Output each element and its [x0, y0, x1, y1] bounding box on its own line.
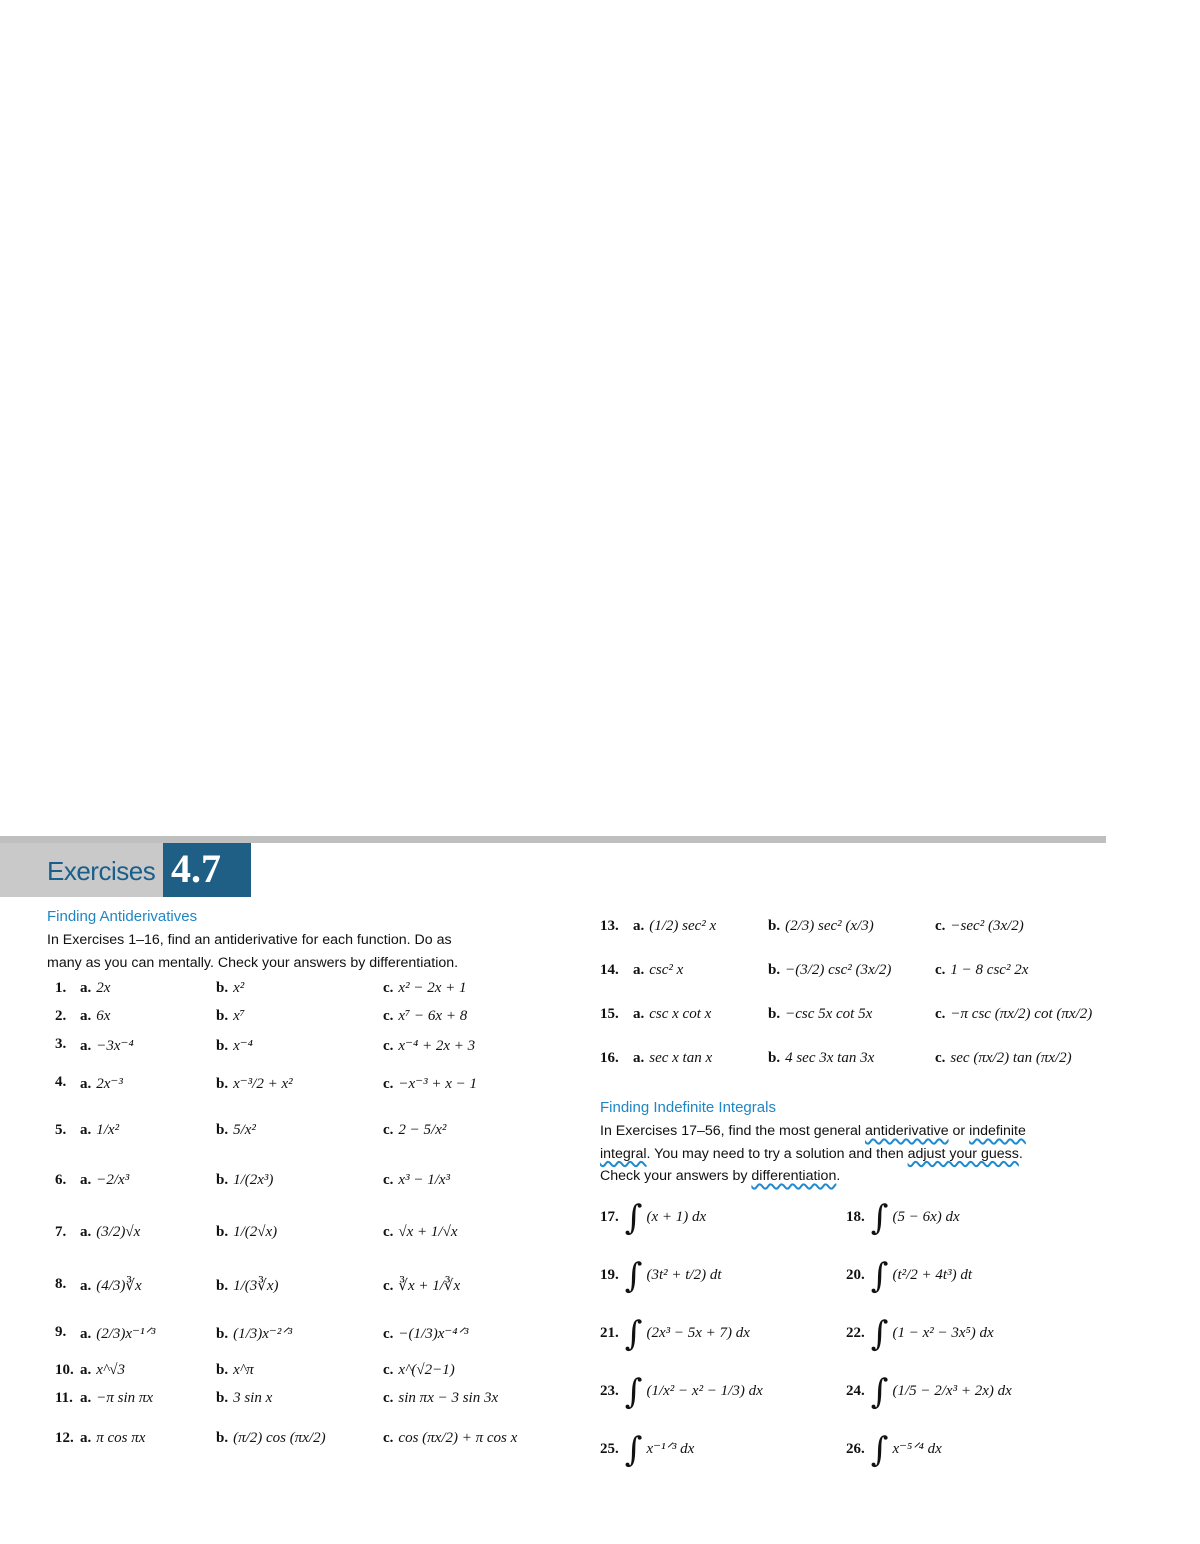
expression: x⁷ — [233, 1008, 245, 1024]
part-label: b. — [768, 1050, 781, 1066]
exercise-number: 25. — [600, 1441, 619, 1457]
instruction-line: Check your answers by differentiation. — [600, 1168, 841, 1184]
integral-exercise — [600, 1198, 706, 1238]
instruction-line: In Exercises 17–56, find the most general antiderivative or indefinite — [600, 1123, 1026, 1139]
exercise-number: 2. — [55, 1008, 67, 1024]
expression: x^(√2−1) — [398, 1362, 455, 1378]
integral-exercise — [846, 1256, 972, 1296]
expression: x² — [233, 980, 245, 996]
part-label: c. — [935, 962, 946, 978]
exercise-part-c — [383, 1430, 517, 1447]
exercise-part-c — [383, 1390, 498, 1407]
exercise-number: 22. — [846, 1325, 865, 1341]
part-label: a. — [80, 1038, 92, 1054]
exercise-part-c — [935, 1050, 1072, 1067]
part-label: a. — [80, 1008, 92, 1024]
exercise-number: 26. — [846, 1441, 865, 1457]
expression: 2x — [96, 980, 111, 996]
exercise-part-b — [216, 1224, 277, 1241]
exercise-part-c — [383, 1362, 455, 1379]
part-label: c. — [383, 1008, 394, 1024]
part-label: a. — [80, 1076, 92, 1092]
exercise-number: 20. — [846, 1267, 865, 1283]
exercise-part-a — [80, 1362, 125, 1379]
expression: sec (πx/2) tan (πx/2) — [950, 1050, 1072, 1066]
exercise-part-a — [80, 1276, 142, 1295]
part-label: a. — [80, 1390, 92, 1406]
part-label: a. — [633, 918, 645, 934]
exercise-number: 11. — [55, 1390, 73, 1406]
integral-sign-icon: ∫ — [624, 1256, 643, 1296]
part-label: b. — [216, 1076, 229, 1092]
exercise-part-b — [216, 1074, 293, 1093]
exercise-number: 9. — [55, 1324, 67, 1340]
part-label: a. — [80, 1278, 92, 1294]
expression: 1/(3∛x) — [233, 1278, 279, 1294]
exercise-part-b — [768, 962, 891, 979]
exercise-part-b — [216, 1390, 272, 1407]
exercise-part-a — [80, 1008, 110, 1025]
expression: 4 sec 3x tan 3x — [785, 1050, 875, 1066]
exercise-part-a — [633, 1050, 712, 1067]
part-label: b. — [216, 1326, 229, 1342]
part-label: c. — [935, 1006, 946, 1022]
integral-sign-icon: ∫ — [870, 1372, 889, 1412]
expression: (2/3)x⁻¹ᐟ³ — [96, 1326, 156, 1342]
part-label: b. — [216, 1224, 229, 1240]
part-label: a. — [80, 1122, 92, 1138]
part-label: b. — [216, 1390, 229, 1406]
integral-sign-icon: ∫ — [624, 1430, 643, 1470]
expression: −(1/3)x⁻⁴ᐟ³ — [398, 1326, 469, 1342]
expression: 1/(2√x) — [233, 1224, 278, 1240]
exercise-part-a — [80, 1172, 129, 1189]
exercise-part-c — [383, 1122, 446, 1139]
exercise-part-a — [80, 1122, 119, 1139]
exercise-number: 3. — [55, 1036, 67, 1052]
part-label: c. — [383, 1278, 394, 1294]
part-label: c. — [383, 1390, 394, 1406]
integral-exercise — [846, 1314, 994, 1354]
exercise-part-b — [216, 1122, 256, 1139]
exercise-number: 21. — [600, 1325, 619, 1341]
expression: −π sin πx — [96, 1390, 154, 1406]
expression: x⁻⁴ + 2x + 3 — [398, 1038, 476, 1054]
integrand: (1/5 − 2/x³ + 2x) dx — [892, 1383, 1012, 1399]
exercise-number: 10. — [55, 1362, 74, 1378]
exercise-number: 24. — [846, 1383, 865, 1399]
exercise-number: 13. — [600, 918, 619, 934]
expression: csc² x — [649, 962, 684, 978]
expression: sin πx − 3 sin 3x — [398, 1390, 499, 1406]
exercise-number: 1. — [55, 980, 67, 996]
expression: 1 − 8 csc² 2x — [950, 962, 1029, 978]
part-label: a. — [80, 980, 92, 996]
part-label: a. — [633, 962, 645, 978]
expression: 3 sin x — [233, 1390, 273, 1406]
expression: (π/2) cos (πx/2) — [233, 1430, 326, 1446]
part-label: b. — [768, 962, 781, 978]
part-label: c. — [383, 1122, 394, 1138]
expression: x⁷ − 6x + 8 — [398, 1008, 468, 1024]
exercise-number: 16. — [600, 1050, 619, 1066]
expression: (2/3) sec² (x/3) — [785, 918, 874, 934]
exercise-part-a — [633, 1006, 711, 1023]
exercise-part-c — [383, 1276, 460, 1295]
expression: −csc 5x cot 5x — [785, 1006, 873, 1022]
part-label: b. — [216, 1278, 229, 1294]
integrand: (3t² + t/2) dt — [646, 1267, 722, 1283]
instruction-line: many as you can mentally. Check your answers by differentiation. — [47, 954, 459, 971]
exercise-part-c — [383, 1008, 467, 1025]
exercise-part-a — [80, 1324, 155, 1343]
integral-sign-icon: ∫ — [870, 1314, 889, 1354]
part-label: b. — [216, 1362, 229, 1378]
exercise-number: 8. — [55, 1276, 67, 1292]
expression: ∛x + 1/∛x — [398, 1278, 461, 1294]
expression: x³ − 1/x³ — [398, 1172, 451, 1188]
expression: −(3/2) csc² (3x/2) — [785, 962, 892, 978]
exercise-number: 19. — [600, 1267, 619, 1283]
exercise-part-a — [80, 1036, 134, 1055]
integral-sign-icon: ∫ — [870, 1198, 889, 1238]
integral-exercise — [846, 1430, 942, 1470]
expression: 2x⁻³ — [96, 1076, 123, 1092]
part-label: b. — [216, 980, 229, 996]
expression: x^√3 — [96, 1362, 125, 1378]
exercise-part-b — [216, 1430, 326, 1447]
expression: 2 − 5/x² — [398, 1122, 447, 1138]
part-label: c. — [383, 1224, 394, 1240]
expression: −3x⁻⁴ — [96, 1038, 134, 1054]
instruction-line: In Exercises 1–16, find an antiderivative for each function. Do as — [47, 932, 452, 948]
exercise-part-b — [216, 1008, 245, 1025]
integral-sign-icon: ∫ — [870, 1256, 889, 1296]
part-label: c. — [383, 1038, 394, 1054]
section-title-indefinite-integrals: Finding Indefinite Integrals — [600, 1099, 776, 1116]
part-label: b. — [768, 1006, 781, 1022]
expression: −x⁻³ + x − 1 — [398, 1076, 478, 1092]
instruction-line: integral. You may need to try a solution and then adjust your guess. — [600, 1145, 1023, 1162]
exercise-part-c — [383, 1036, 475, 1055]
expression: x⁻³/2 + x² — [233, 1076, 293, 1092]
integrand: (2x³ − 5x + 7) dx — [646, 1325, 750, 1341]
exercise-number: 17. — [600, 1209, 619, 1225]
integrand: (1/x² − x² − 1/3) dx — [646, 1383, 763, 1399]
instructions-indefinite-integrals — [600, 1120, 1026, 1188]
exercise-part-c — [383, 1074, 477, 1093]
exercise-part-a — [80, 980, 110, 997]
expression: (3/2)√x — [96, 1224, 141, 1240]
exercise-number: 6. — [55, 1172, 67, 1188]
part-label: c. — [383, 1076, 394, 1092]
part-label: c. — [935, 1050, 946, 1066]
expression: −2/x³ — [96, 1172, 130, 1188]
exercise-part-a — [633, 962, 683, 979]
part-label: c. — [383, 980, 394, 996]
part-label: b. — [216, 1430, 229, 1446]
header-number: 4.7 — [171, 846, 221, 891]
integral-sign-icon: ∫ — [624, 1198, 643, 1238]
exercise-part-b — [216, 980, 244, 997]
exercise-part-c — [935, 918, 1024, 935]
part-label: b. — [216, 1172, 229, 1188]
exercise-part-c — [383, 1224, 458, 1241]
section-title-antiderivatives: Finding Antiderivatives — [47, 908, 198, 925]
expression: 1/(2x³) — [233, 1172, 274, 1188]
part-label: a. — [80, 1326, 92, 1342]
part-label: a. — [633, 1006, 645, 1022]
expression: 6x — [96, 1008, 111, 1024]
expression: x⁻⁴ — [233, 1038, 253, 1054]
integral-exercise — [600, 1372, 763, 1412]
header-rule — [0, 836, 1106, 843]
integral-exercise — [846, 1372, 1012, 1412]
exercise-part-c — [935, 962, 1028, 979]
exercise-part-c — [935, 1006, 1092, 1023]
expression: x² − 2x + 1 — [398, 980, 467, 996]
integrand: (1 − x² − 3x⁵) dx — [892, 1325, 994, 1341]
part-label: c. — [383, 1326, 394, 1342]
exercise-part-c — [383, 1172, 450, 1189]
exercise-part-a — [80, 1430, 145, 1447]
exercise-part-a — [80, 1074, 123, 1093]
part-label: a. — [80, 1430, 92, 1446]
expression: x^π — [233, 1362, 254, 1378]
expression: cos (πx/2) + π cos x — [398, 1430, 518, 1446]
expression: −sec² (3x/2) — [950, 918, 1024, 934]
part-label: c. — [383, 1362, 394, 1378]
expression: (1/3)x⁻²ᐟ³ — [233, 1326, 293, 1342]
exercise-part-b — [216, 1276, 278, 1295]
integral-sign-icon: ∫ — [624, 1372, 643, 1412]
exercise-part-c — [383, 980, 466, 997]
integrand: x⁻¹ᐟ³ dx — [646, 1441, 695, 1457]
integrand: x⁻⁵ᐟ⁴ dx — [892, 1441, 942, 1457]
expression: π cos πx — [96, 1430, 146, 1446]
integral-sign-icon: ∫ — [624, 1314, 643, 1354]
exercise-number: 4. — [55, 1074, 67, 1090]
integrand: (5 − 6x) dx — [892, 1209, 960, 1225]
exercise-part-b — [216, 1362, 254, 1379]
part-label: c. — [383, 1430, 394, 1446]
expression: sec x tan x — [649, 1050, 713, 1066]
integral-exercise — [600, 1314, 750, 1354]
exercise-part-b — [768, 918, 874, 935]
integrand: (t²/2 + 4t³) dt — [892, 1267, 972, 1283]
part-label: b. — [216, 1038, 229, 1054]
expression: −π csc (πx/2) cot (πx/2) — [950, 1006, 1093, 1022]
exercise-number: 7. — [55, 1224, 67, 1240]
part-label: a. — [80, 1362, 92, 1378]
part-label: a. — [80, 1172, 92, 1188]
exercise-number: 5. — [55, 1122, 67, 1138]
exercise-number: 23. — [600, 1383, 619, 1399]
integral-sign-icon: ∫ — [870, 1430, 889, 1470]
integral-exercise — [846, 1198, 960, 1238]
exercise-part-a — [80, 1224, 140, 1241]
exercise-part-b — [768, 1006, 872, 1023]
instructions-antiderivatives — [47, 929, 458, 974]
exercise-part-b — [216, 1324, 292, 1343]
part-label: b. — [216, 1008, 229, 1024]
exercise-number: 15. — [600, 1006, 619, 1022]
exercise-part-c — [383, 1324, 468, 1343]
expression: 5/x² — [233, 1122, 256, 1138]
exercise-part-a — [80, 1390, 153, 1407]
expression: (1/2) sec² x — [649, 918, 717, 934]
exercise-part-a — [633, 918, 716, 935]
part-label: a. — [633, 1050, 645, 1066]
exercise-part-b — [216, 1036, 253, 1055]
expression: csc x cot x — [649, 1006, 712, 1022]
header-title: Exercises — [47, 856, 156, 886]
integrand: (x + 1) dx — [646, 1209, 707, 1225]
exercise-part-b — [216, 1172, 273, 1189]
expression: (4/3)∛x — [96, 1278, 142, 1294]
exercise-part-b — [768, 1050, 874, 1067]
part-label: a. — [80, 1224, 92, 1240]
part-label: c. — [383, 1172, 394, 1188]
expression: √x + 1/√x — [398, 1224, 458, 1240]
expression: 1/x² — [96, 1122, 120, 1138]
integral-exercise — [600, 1430, 694, 1470]
part-label: b. — [216, 1122, 229, 1138]
exercise-number: 18. — [846, 1209, 865, 1225]
part-label: b. — [768, 918, 781, 934]
exercise-number: 12. — [55, 1430, 74, 1446]
part-label: c. — [935, 918, 946, 934]
exercise-number: 14. — [600, 962, 619, 978]
integral-exercise — [600, 1256, 722, 1296]
